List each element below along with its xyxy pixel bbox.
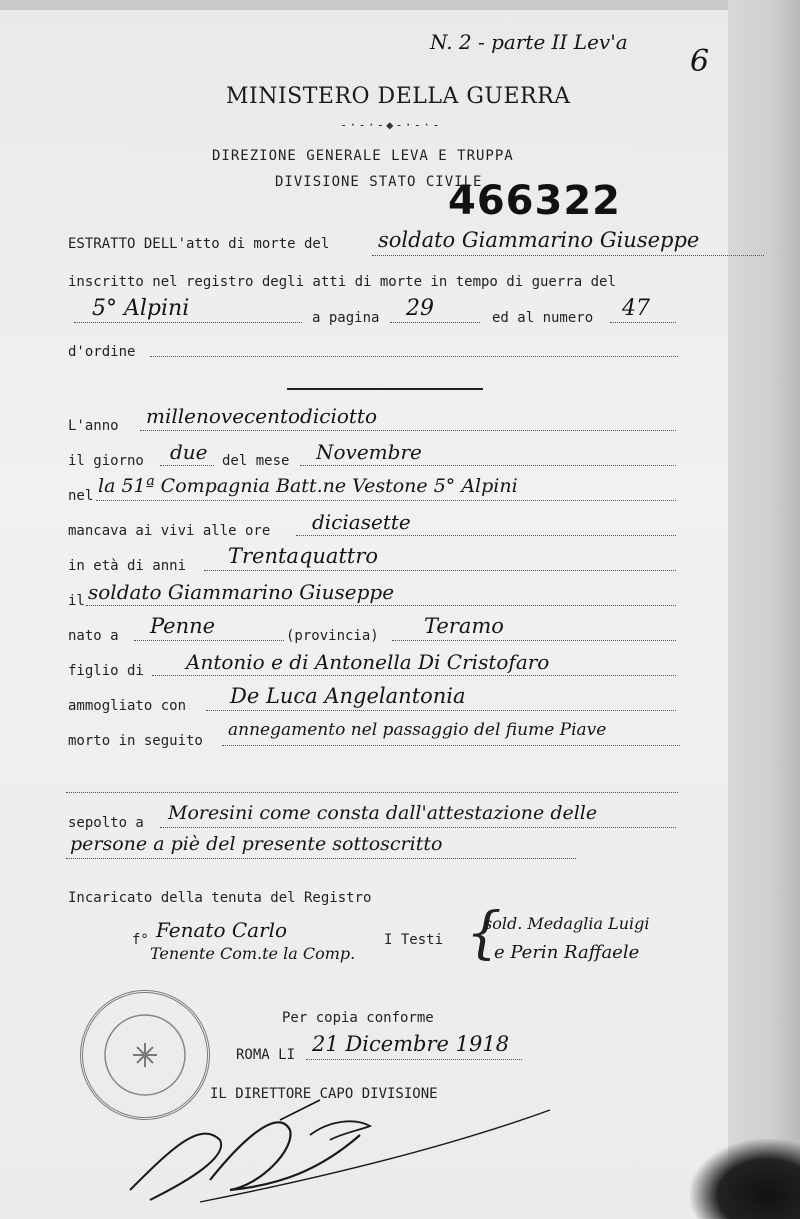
- label-mese: del mese: [222, 453, 290, 469]
- line-luogo: [96, 500, 676, 501]
- line-nome: [86, 605, 676, 606]
- numero-value: 47: [622, 296, 650, 321]
- line-pagina: [390, 322, 480, 323]
- line-regiment: [74, 322, 302, 323]
- line-nato: [134, 640, 284, 641]
- testi-brace: {: [466, 901, 502, 966]
- regiment: 5° Alpini: [92, 296, 190, 321]
- paper-fold-shadow: [728, 0, 800, 1219]
- sepolto-line-1: Moresini come consta dall'attestazione delle: [168, 802, 598, 824]
- label-eta: in età di anni: [68, 558, 187, 574]
- label-direttore: IL DIRETTORE CAPO DIVISIONE: [210, 1086, 438, 1102]
- label-numero: ed al numero: [492, 310, 594, 326]
- line-blank: [66, 792, 678, 793]
- label-figlio: figlio di: [68, 663, 144, 679]
- direzione-heading: DIREZIONE GENERALE LEVA E TRUPPA: [212, 148, 514, 164]
- label-morto: morto in seguito: [68, 733, 203, 749]
- label-provincia: (provincia): [286, 628, 379, 644]
- label-mancava: mancava ai vivi alle ore: [68, 523, 271, 539]
- anno-value: millenovecentodiciotto: [146, 404, 377, 428]
- corner-note: N. 2 - parte II Lev'a: [430, 30, 628, 54]
- giorno-value: due: [170, 440, 208, 464]
- data-rilascio: 21 Dicembre 1918: [312, 1032, 510, 1056]
- line-anno: [140, 430, 676, 431]
- label-roma: ROMA LI: [236, 1047, 296, 1063]
- provincia-value: Teramo: [424, 614, 504, 638]
- label-testi: I Testi: [384, 932, 444, 948]
- line-ore: [296, 535, 676, 536]
- label-incaricato: Incaricato della tenuta del Registro: [68, 890, 372, 906]
- label-il: il: [68, 593, 85, 609]
- incaricato-name: Fenato Carlo: [156, 918, 288, 942]
- teste-1: sold. Medaglia Luigi: [484, 914, 650, 933]
- label-fo: f°: [132, 932, 149, 948]
- label-estratto: ESTRATTO DELL'atto di morte del: [68, 236, 330, 252]
- line-causa: [222, 745, 680, 746]
- line-coniuge: [206, 710, 676, 711]
- line-numero: [610, 322, 676, 323]
- ore-value: diciasette: [312, 510, 411, 534]
- pagina-value: 29: [406, 296, 434, 321]
- label-giorno: il giorno: [68, 453, 144, 469]
- causa-value: annegamento nel passaggio del fiume Piave: [228, 720, 607, 740]
- label-nato: nato a: [68, 628, 119, 644]
- soldier-rank-name: soldato Giammarino Giuseppe: [378, 228, 700, 252]
- line-soldier: [372, 255, 764, 256]
- genitori-value: Antonio e di Antonella Di Cristofaro: [186, 650, 550, 674]
- sepolto-line-2: persone a piè del presente sottoscritto: [70, 833, 443, 855]
- line-ordine: [150, 356, 678, 357]
- corner-number: 6: [690, 44, 710, 79]
- line-eta: [204, 570, 676, 571]
- label-anno: L'anno: [68, 418, 119, 434]
- divisione-heading: DIVISIONE STATO CIVILE: [275, 174, 483, 190]
- nato-value: Penne: [150, 614, 216, 638]
- line-genitori: [152, 675, 676, 676]
- mese-value: Novembre: [316, 440, 422, 464]
- label-pagina: a pagina: [312, 310, 380, 326]
- line-sepolto-1: [160, 827, 676, 828]
- registry-stamp-number: 466322: [448, 178, 621, 224]
- label-sepolto: sepolto a: [68, 815, 144, 831]
- line-sepolto-2: [66, 858, 576, 859]
- section-divider: [287, 388, 483, 390]
- ministry-title: MINISTERO DELLA GUERRA: [226, 84, 571, 109]
- paper-top-edge: [0, 0, 800, 10]
- line-mese: [300, 465, 676, 466]
- ink-blot: [690, 1139, 800, 1219]
- line-provincia: [392, 640, 676, 641]
- eta-value: Trentaquattro: [228, 544, 379, 568]
- director-signature: [110, 1090, 580, 1210]
- coniuge-value: De Luca Angelantonia: [230, 684, 466, 708]
- luogo-value: la 51ª Compagnia Batt.ne Vestone 5° Alpini: [98, 475, 518, 497]
- label-ordine: d'ordine: [68, 344, 136, 360]
- teste-2: e Perin Raffaele: [494, 942, 640, 963]
- line-data: [306, 1059, 522, 1060]
- nome-value: soldato Giammarino Giuseppe: [88, 580, 395, 604]
- label-ammogliato: ammogliato con: [68, 698, 187, 714]
- label-nel: nel: [68, 488, 94, 504]
- label-copia: Per copia conforme: [282, 1010, 434, 1026]
- line-giorno: [160, 465, 214, 466]
- incaricato-role: Tenente Com.te la Comp.: [150, 944, 356, 963]
- title-ornament: -·-·-◆-·-·-: [340, 118, 442, 132]
- label-inscritto: inscritto nel registro degli atti di morte in tempo di guerra del: [68, 274, 616, 290]
